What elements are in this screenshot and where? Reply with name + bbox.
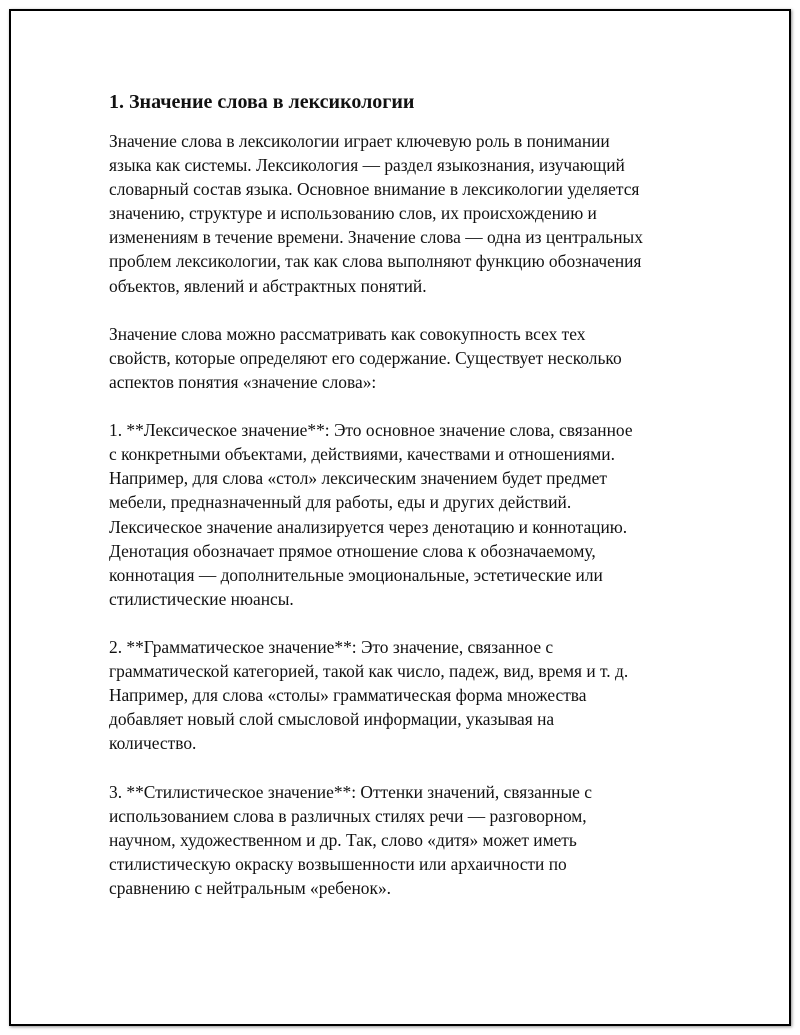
text-line: объектов, явлений и абстрактных понятий. — [109, 275, 427, 296]
text-line: проблем лексикологии, так как слова выполняют функцию обозначения — [109, 251, 642, 272]
text-line: Например, для слова «стол» лексическим значением будет предмет — [109, 468, 607, 489]
paragraph-lexical-meaning — [109, 418, 699, 611]
section-heading: 1. Значение слова в лексикологии — [109, 91, 415, 113]
text-line: Лексическое значение анализируется через денотацию и коннотацию. — [109, 516, 628, 537]
document-body — [109, 88, 699, 924]
text-line: свойств, которые определяют его содержание. Существует несколько — [109, 347, 622, 368]
paragraph-grammatical-meaning — [109, 635, 699, 755]
text-line: мебели, предназначенный для работы, еды и других действий. — [109, 492, 572, 513]
text-line: количество. — [109, 733, 197, 754]
text-line: 3. **Стилистическое значение**: Оттенки значений, связанные с — [109, 781, 592, 802]
text-line: коннотация — дополнительные эмоциональные, эстетические или — [109, 564, 603, 585]
text-line: стилистическую окраску возвышенности или архаичности по — [109, 853, 567, 874]
paragraph-stylistic-meaning — [109, 780, 699, 900]
text-line: научном, художественном и др. Так, слово «дитя» может иметь — [109, 829, 577, 850]
text-line: Денотация обозначает прямое отношение слова к обозначаемому, — [109, 540, 596, 561]
text-line: изменениям в течение времени. Значение слова — одна из центральных — [109, 227, 643, 248]
text-line: Значение слова можно рассматривать как совокупность всех тех — [109, 323, 586, 344]
text-line: использованием слова в различных стилях речи — разговорном, — [109, 805, 587, 826]
text-line: словарный состав языка. Основное внимание в лексикологии уделяется — [109, 179, 640, 200]
text-line: Значение слова в лексикологии играет ключевую роль в понимании — [109, 131, 610, 151]
text-line: аспектов понятия «значение слова»: — [109, 371, 377, 392]
text-line: Например, для слова «столы» грамматическая форма множества — [109, 685, 587, 706]
text-line: 2. **Грамматическое значение**: Это значение, связанное с — [109, 636, 554, 657]
text-line: значению, структуре и использованию слов, их происхождению и — [109, 203, 597, 224]
text-line: языка как системы. Лексикология — раздел языкознания, изучающий — [109, 155, 625, 176]
paragraph-intro — [109, 129, 699, 298]
text-line: сравнению с нейтральным «ребенок». — [109, 877, 391, 898]
text-line: с конкретными объектами, действиями, качествами и отношениями. — [109, 444, 615, 465]
text-line: добавляет новый слой смысловой информации, указывая на — [109, 709, 555, 730]
text-line: 1. **Лексическое значение**: Это основное значение слова, связанное — [109, 420, 633, 441]
paragraph-aspects — [109, 322, 699, 394]
text-line: стилистические нюансы. — [109, 588, 294, 609]
text-line: грамматической категорией, такой как число, падеж, вид, время и т. д. — [109, 661, 629, 682]
